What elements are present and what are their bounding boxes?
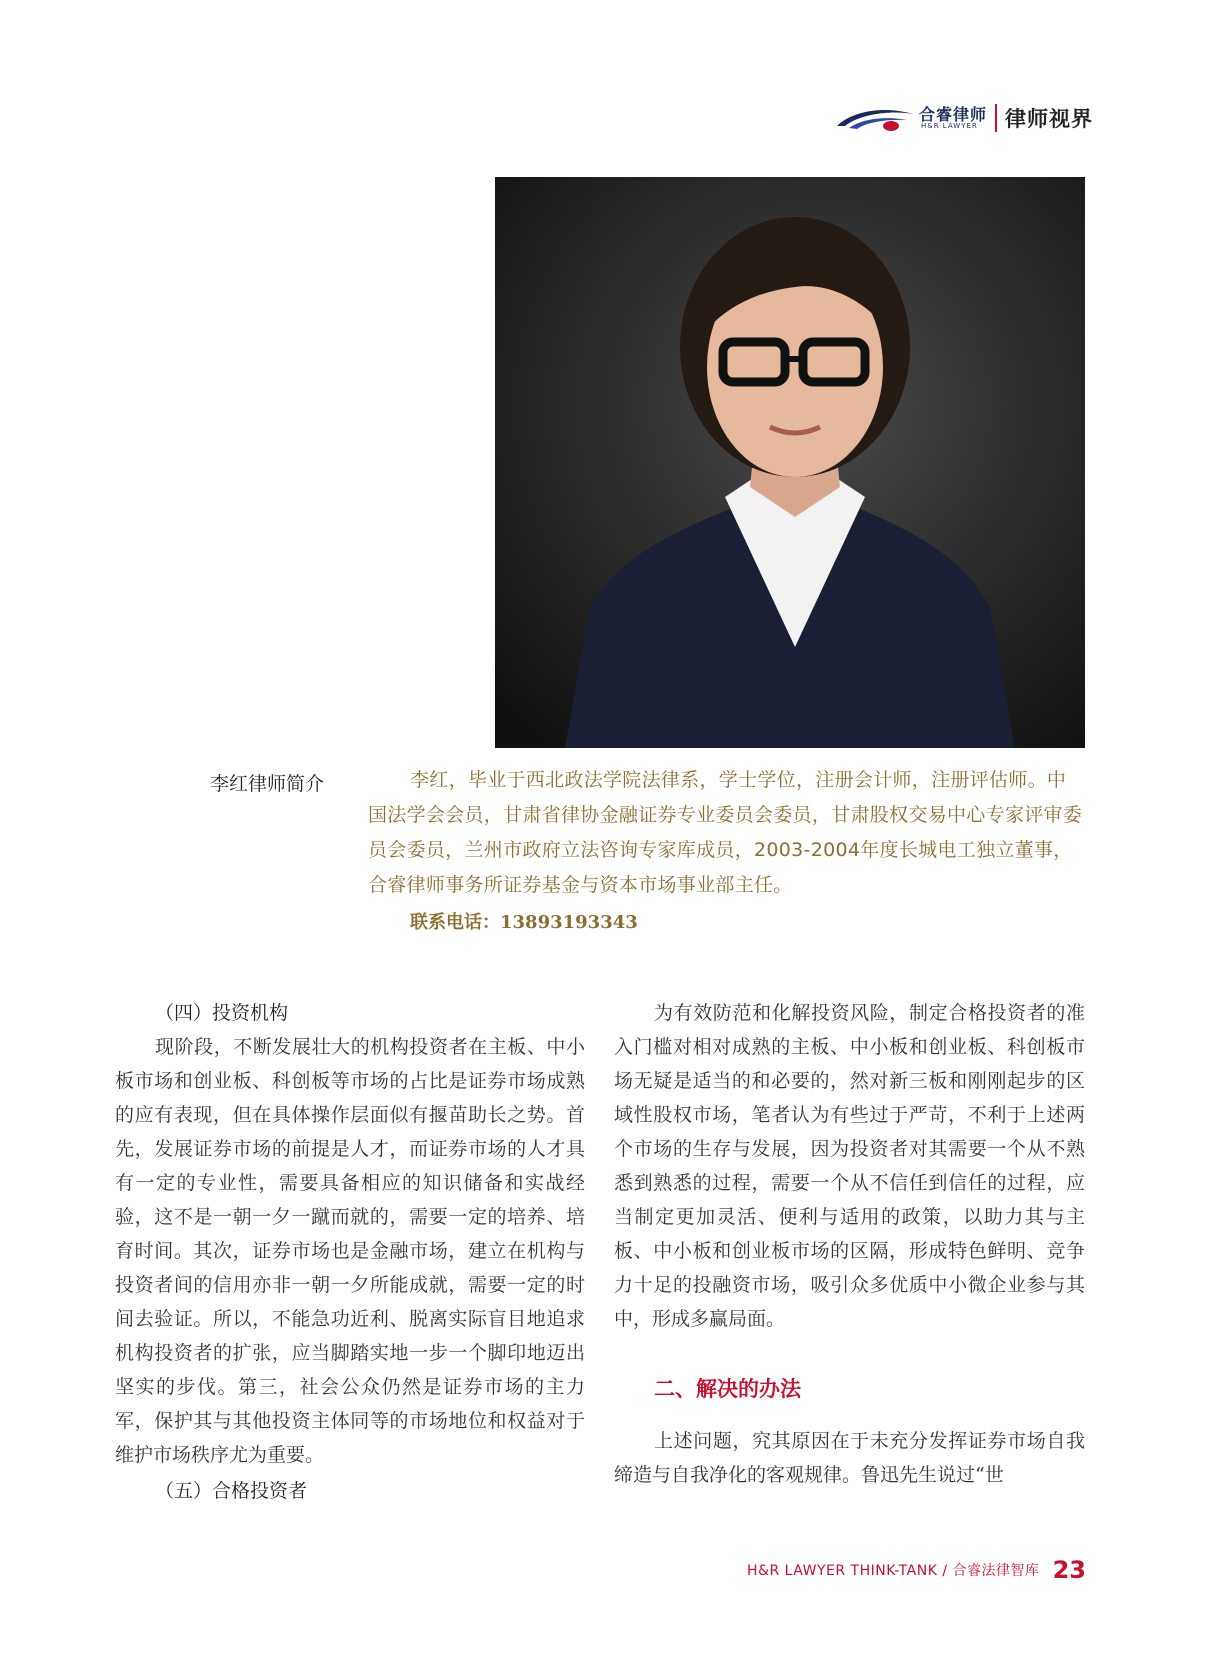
subheading-qualified-investors: （五）合格投资者 <box>155 1480 308 1502</box>
bio-text: 李红，毕业于西北政法学院法律系，学士学位，注册会计师，注册评估师。中国法学会会员，甘肃省律协金融证券专业委员会委员，甘肃股权交易中心专家评审委员会委员，兰州市政府立法咨询专家库成员，2003-2004年度长城电工独立董事，合睿律师事务所证券基金与资本市场事业部主任。 <box>368 769 1083 896</box>
page-footer <box>747 1556 1086 1586</box>
footer-publication: H&R LAWYER THINK-TANK / 合睿法律智库 <box>747 1563 1040 1579</box>
lawyer-portrait-photo <box>495 177 1085 748</box>
left-column <box>115 996 585 1508</box>
paragraph-institutions: 现阶段，不断发展壮大的机构投资者在主板、中小板市场和创业板、科创板等市场的占比是证券市场成熟的应有表现，但在具体操作层面似有揠苗助长之势。首先，发展证券市场的前提是人才，而证券市场的人才具有一定的专业性，需要具备相应的知识储备和实战经验，这不是一朝一夕一蹴而就的，需要一定的培养、培育时间。其次，证券市场也是金融市场，建立在机构与投资者间的信用亦非一朝一夕所能成就，需要一定的时间去验证。所以，不能急功近利、脱离实际盲目地追求机构投资者的扩张，应当脚踏实地一步一个脚印地迈出坚实的步伐。第三，社会公众仍然是证券市场的主力军，保护其与其他投资主体同等的市场地位和权益对于维护市场秩序尤为重要。 <box>115 1036 585 1466</box>
paragraph-qualified-investors: 为有效防范和化解投资风险，制定合格投资者的准入门槛对相对成熟的主板、中小板和创业板、科创板市场无疑是适当的和必要的，然对新三板和刚刚起步的区域性股权市场，笔者认为有些过于严苛，不利于上述两个市场的生存与发展，因为投资者对其需要一个从不熟悉到熟悉的过程，需要一个从不信任到信任的过程，应当制定更加灵活、便利与适用的政策，以助力其与主板、中小板和创业板市场的区隔，形成特色鲜明、竞争力十足的投融资市场，吸引众多优质中小微企业参与其中，形成多赢局面。 <box>614 1002 1085 1330</box>
page-number: 23 <box>1052 1556 1086 1584</box>
contact-phone: 联系电话：13893193343 <box>410 912 638 933</box>
right-column <box>614 996 1085 1492</box>
brand-name-cn: 合睿律师 <box>919 105 988 124</box>
firm-logo-icon <box>835 104 915 134</box>
header-divider <box>995 104 997 132</box>
page-header <box>835 100 1093 140</box>
bio-label: 李红律师简介 <box>210 773 325 795</box>
section-heading-solutions: 二、解决的办法 <box>654 1377 801 1401</box>
subheading-investment-institutions: （四）投资机构 <box>155 1002 289 1024</box>
paragraph-solutions: 上述问题，究其原因在于未充分发挥证券市场自我缔造与自我净化的客观规律。鲁迅先生说过“世 <box>614 1430 1085 1486</box>
section-title: 律师视界 <box>1005 107 1093 131</box>
brand-name-en: H&R LAWYER <box>921 122 978 130</box>
